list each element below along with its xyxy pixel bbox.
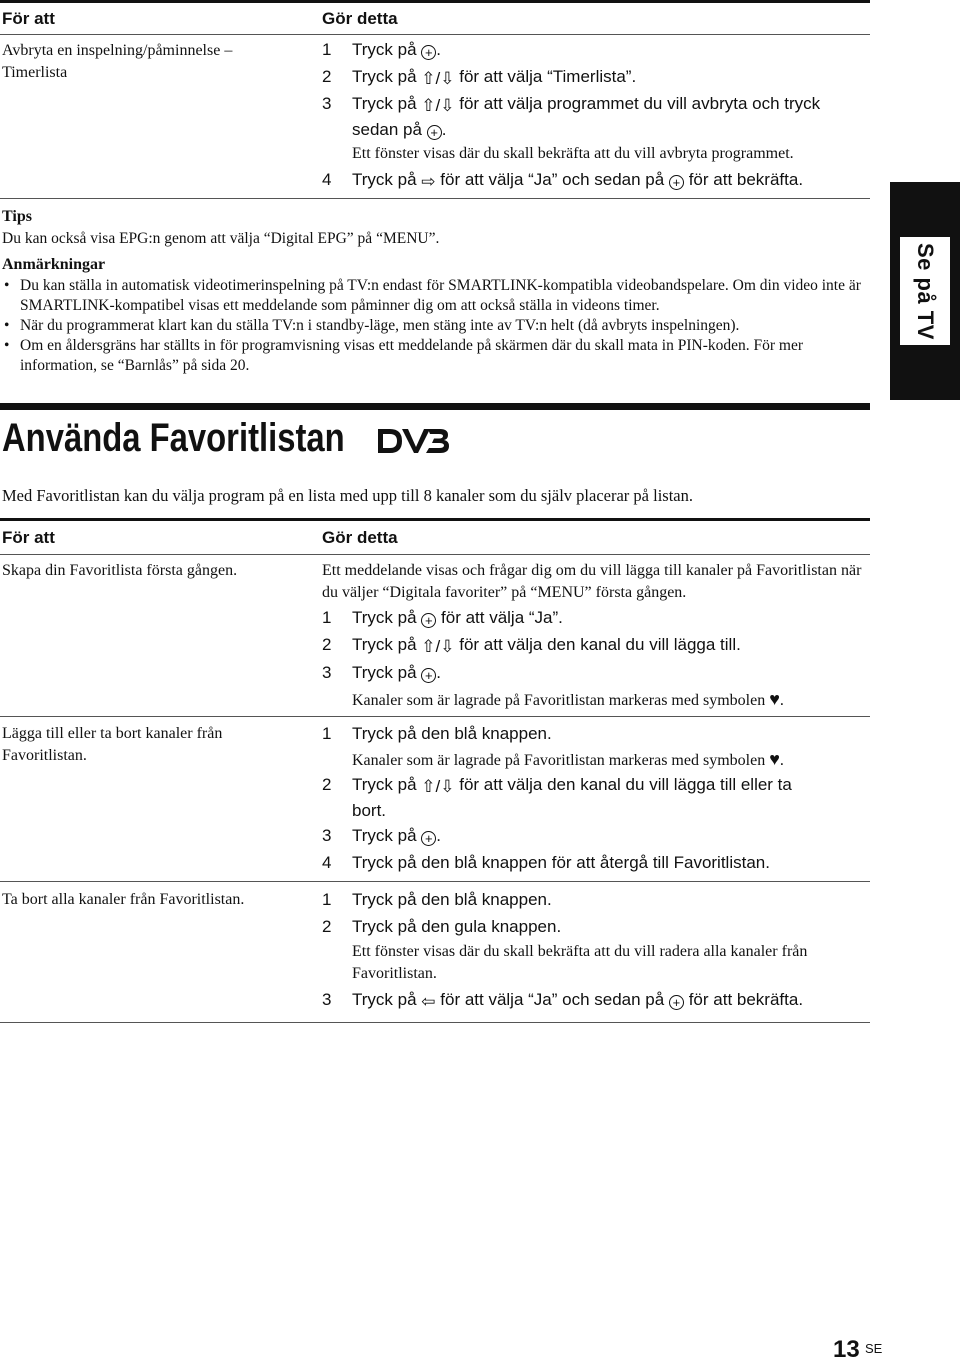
table1-top-rule — [0, 0, 870, 3]
table2-row3-step-1: 1 Tryck på den blå knappen. — [322, 890, 552, 909]
table2-row1-rule — [0, 716, 870, 717]
tips-text: Du kan också visa EPG:n genom att välja “Digital EPG” på “MENU”. — [2, 230, 440, 247]
list-item: • Du kan ställa in automatisk videotimerinspelning på TV:n endast för SMARTLINK-kompatibla videobandspelare. Om din video inte är SMARTLINK-kompatibel visas ett meddelande som påminner dig om att också ställa in videons timer. — [2, 276, 868, 316]
table2-row1-note: Kanaler som är lagrade på Favoritlistan markeras med symbolen ♥. — [352, 689, 784, 709]
up-down-arrow-icon: ⇧/⇩ — [421, 69, 455, 88]
table2-row1-left: Skapa din Favoritlista första gången. — [2, 562, 238, 579]
ok-button-icon: + — [421, 668, 436, 683]
table2-row1-step-1: 1 Tryck på + för att välja “Ja”. — [322, 608, 563, 628]
up-down-arrow-icon: ⇧/⇩ — [421, 637, 455, 656]
page-number: 13 — [833, 1336, 860, 1363]
table2-header-gor-detta: Gör detta — [322, 528, 398, 547]
table1-step-3: 3 Tryck på ⇧/⇩ för att välja programmet du vill avbryta och tryck sedan på + . — [322, 94, 821, 140]
section-title: Använda Favoritlistan — [2, 416, 345, 460]
table2-row1-step-3: 3 Tryck på + . — [322, 663, 442, 683]
table2-row2-note: Kanaler som är lagrade på Favoritlistan markeras med symbolen ♥. — [352, 749, 784, 769]
table1-header-for-att: För att — [2, 9, 55, 28]
table2-row3-step-3: 3 Tryck på ⇦ för att välja “Ja” och sedan på + för att bekräfta. — [322, 988, 870, 1014]
side-tab-label: Se på TV — [900, 237, 950, 346]
table1-step-2: 2 Tryck på ⇧/⇩ för att välja “Timerlista”. — [322, 65, 870, 91]
table2-row2-step-4: 4 Tryck på den blå knappen för att återgå till Favoritlistan. — [322, 853, 770, 872]
ok-button-icon: + — [421, 831, 436, 846]
up-down-arrow-icon: ⇧/⇩ — [421, 777, 455, 796]
list-item: • Om en åldersgräns har ställts in för programvisning visas ett meddelande på skärmen där du skall mata in PIN-koden. För mer information, se “Barnlås” på sida 20. — [2, 336, 868, 376]
dvb-logo — [376, 426, 452, 456]
table2-row2-step-3: 3 Tryck på + . — [322, 826, 442, 846]
table1-header-gor-detta: Gör detta — [322, 9, 398, 28]
table2-row2-step-2: 2 Tryck på ⇧/⇩ för att välja den kanal du vill lägga till eller ta bort. — [322, 775, 792, 820]
table2-row3-step-2: 2 Tryck på den gula knappen. — [322, 917, 562, 936]
table2-top-rule — [0, 518, 870, 521]
ok-button-icon: + — [669, 175, 684, 190]
dvb-logo-icon — [376, 426, 452, 456]
table2-bottom-rule — [0, 1022, 870, 1023]
table2-row1-intro: Ett meddelande visas och frågar dig om du vill lägga till kanaler på Favoritlistan när du väljer “Digitala favoriter” på “MENU” första gången. — [322, 562, 862, 601]
page-suffix: SE — [865, 1341, 883, 1356]
tips-heading: Tips — [2, 208, 32, 225]
side-tab — [890, 182, 960, 400]
notes-heading: Anmärkningar — [2, 256, 106, 273]
table1-step-4: 4 Tryck på ⇨ för att välja “Ja” och sedan på + för att bekräfta. — [322, 168, 870, 194]
list-item: • När du programmerat klart kan du ställa TV:n i standby-läge, men stäng inte av TV:n helt (då avbryts inspelningen). — [2, 316, 868, 336]
ok-button-icon: + — [427, 125, 442, 140]
heart-icon: ♥ — [769, 689, 780, 709]
table2-header-rule — [0, 554, 870, 555]
heart-icon: ♥ — [769, 749, 780, 769]
ok-button-icon: + — [421, 45, 436, 60]
section-rule — [0, 403, 870, 410]
table2-header-for-att: För att — [2, 528, 55, 547]
table2-row3-note: Ett fönster visas där du skall bekräfta att du vill radera alla kanaler från Favoritlistan. — [352, 943, 808, 982]
right-arrow-icon: ⇨ — [421, 172, 436, 191]
table1-row-left: Avbryta en inspelning/påminnelse – Timerlista — [2, 42, 233, 81]
ok-button-icon: + — [421, 613, 436, 628]
ok-button-icon: + — [669, 995, 684, 1010]
up-down-arrow-icon: ⇧/⇩ — [421, 96, 455, 115]
table1-step-1: 1 Tryck på + . — [322, 40, 442, 60]
table1-note: Ett fönster visas där du skall bekräfta att du vill avbryta programmet. — [352, 145, 794, 162]
table2-row2-left: Lägga till eller ta bort kanaler från Favoritlistan. — [2, 725, 223, 764]
table2-row2-step-1: 1 Tryck på den blå knappen. — [322, 724, 552, 743]
section-intro: Med Favoritlistan kan du välja program på en lista med upp till 8 kanaler som du själv placerar på listan. — [2, 486, 693, 505]
table2-row1-step-2: 2 Tryck på ⇧/⇩ för att välja den kanal du vill lägga till. — [322, 633, 870, 659]
table1-bottom-rule — [0, 198, 870, 199]
left-arrow-icon: ⇦ — [421, 992, 436, 1011]
notes-list — [2, 276, 868, 376]
table2-row2-rule — [0, 881, 870, 882]
table1-header-rule — [0, 34, 870, 35]
table2-row3-left: Ta bort alla kanaler från Favoritlistan. — [2, 891, 245, 908]
